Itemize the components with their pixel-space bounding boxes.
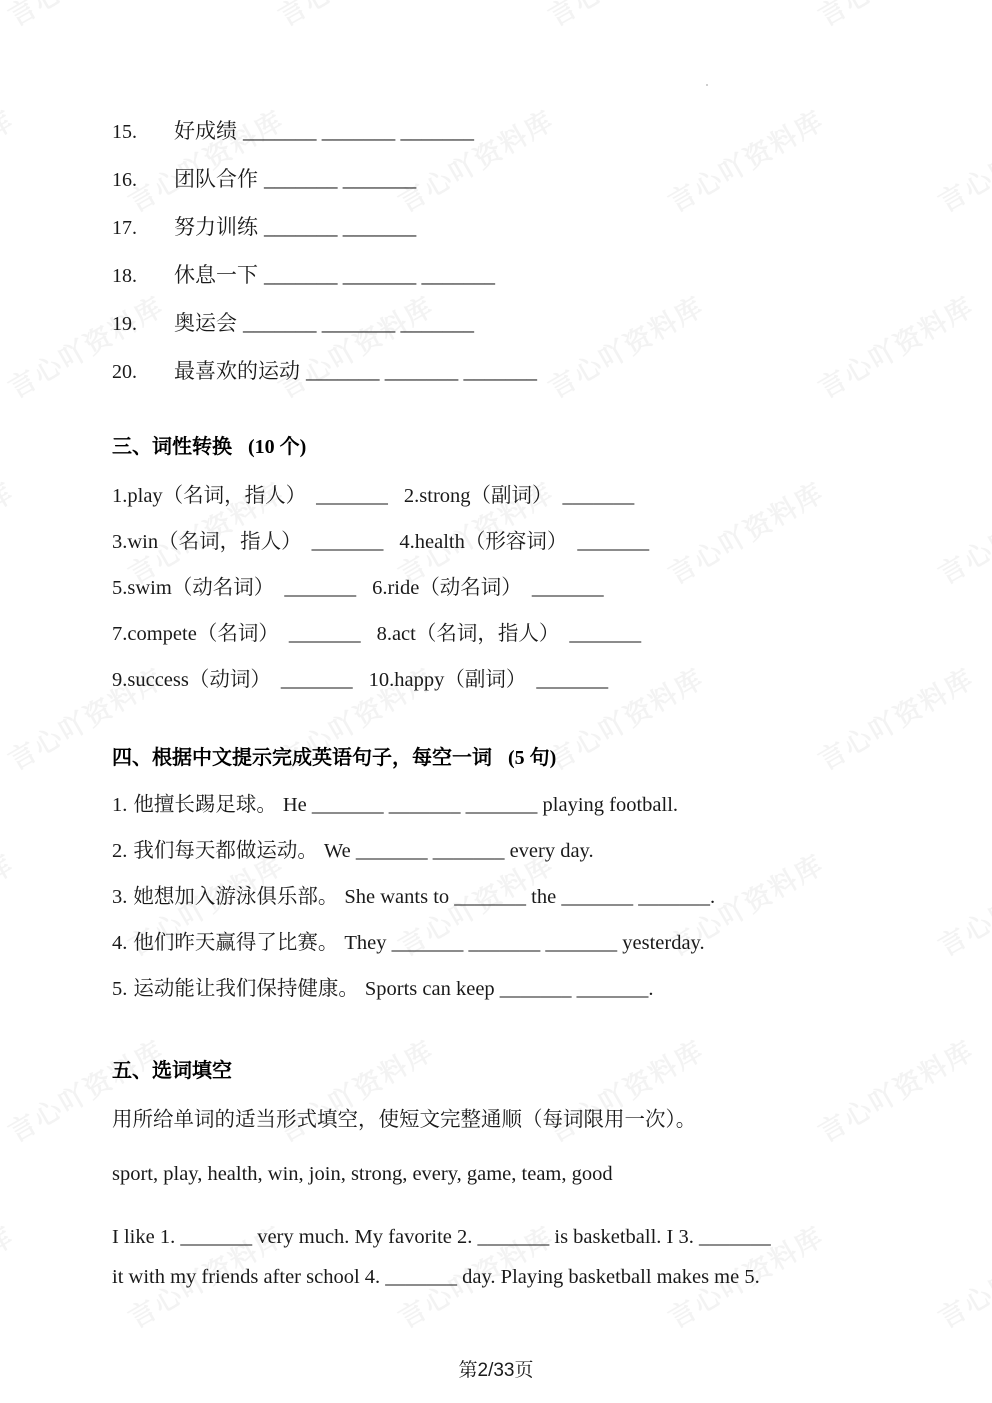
translation-sentence [112, 782, 902, 828]
conv-left-blank[interactable]: _______ [311, 531, 384, 553]
conv-left-number: 1. [112, 485, 128, 507]
cloze-passage-line-1: I like 1. _______ very much. My favorite 2. _______ is basketball. I 3. _______ [112, 1226, 771, 1248]
conv-right-word: happy [394, 669, 445, 691]
sentence-number: 5. [112, 978, 128, 1000]
word-conversion-rows [112, 473, 902, 703]
translation-sentence [112, 966, 902, 1012]
conv-right-word: health [414, 531, 465, 553]
cloze-passage-line-2: it with my friends after school 4. _______ day. Playing basketball makes me 5. [112, 1266, 760, 1288]
word-conversion-row [112, 519, 902, 565]
conv-left-word: play [127, 485, 163, 507]
sentence-number: 4. [112, 932, 128, 954]
conv-right-number: 10. [368, 669, 395, 691]
sentence-answer-blank[interactable]: _______ _______ [355, 840, 505, 862]
translation-sentence [112, 874, 902, 920]
word-conversion-row [112, 473, 902, 519]
conv-right-hint: （名词，指人） [415, 623, 560, 645]
conv-right-hint: （副词） [470, 485, 553, 507]
conv-left-blank[interactable]: _______ [284, 577, 357, 599]
conv-left-number: 5. [112, 577, 128, 599]
conv-right-hint: （动名词） [419, 577, 522, 599]
word-conversion-row [112, 565, 902, 611]
sentence-answer-blank[interactable]: _______ _______ _______ [311, 794, 538, 816]
sentence-english-before: She wants to [344, 886, 455, 908]
phrase-answer-blank[interactable]: _______ _______ _______ [243, 119, 474, 143]
conv-right-blank[interactable]: _______ [577, 531, 650, 553]
translation-sentence-rows [112, 782, 902, 1012]
section-three-heading [112, 430, 902, 459]
phrase-number: 15. [112, 121, 137, 143]
sentence-answer-blank[interactable]: _______ _______ [499, 978, 649, 1000]
cloze-passage [112, 1217, 902, 1297]
phrase-translation-item [112, 252, 902, 300]
section-four-heading [112, 741, 902, 770]
section-five-title: 五、选词填空 [112, 1060, 232, 1082]
conv-right-word: act [391, 623, 416, 645]
sentence-english-after: . [648, 978, 654, 1000]
phrase-translation-item [112, 156, 902, 204]
conv-left-word: swim [127, 577, 172, 599]
sentence-chinese: 她想加入游泳俱乐部。 [133, 886, 339, 908]
conv-left-blank[interactable]: _______ [280, 669, 353, 691]
conv-left-hint: （名词） [196, 623, 279, 645]
conv-left-hint: （动词） [188, 669, 271, 691]
phrase-answer-blank[interactable]: _______ _______ [264, 215, 417, 239]
phrase-translation-item [112, 300, 902, 348]
section-five-instruction: 用所给单词的适当形式填空，使短文完整通顺（每词限用一次）。 [112, 1109, 697, 1131]
sentence-number: 1. [112, 794, 128, 816]
conv-left-word: compete [127, 623, 197, 645]
translation-sentence [112, 920, 902, 966]
phrase-chinese: 团队合作 [174, 167, 258, 191]
section-four-count: (5 句) [508, 747, 557, 769]
conv-right-blank[interactable]: _______ [562, 485, 635, 507]
sentence-english-after: yesterday. [617, 932, 705, 954]
conv-left-blank[interactable]: _______ [288, 623, 361, 645]
conv-left-number: 3. [112, 531, 128, 553]
sentence-chinese: 他们昨天赢得了比赛。 [133, 932, 339, 954]
conv-right-number: 6. [372, 577, 388, 599]
word-conversion-row [112, 611, 902, 657]
phrase-answer-blank[interactable]: _______ _______ _______ [264, 263, 495, 287]
phrase-translation-item [112, 204, 902, 252]
sentence-english-before: He [282, 794, 312, 816]
phrase-translation-list [112, 108, 902, 396]
sentence-answer-blank[interactable]: _______ _______ _______ [391, 932, 618, 954]
sentence-english-before: They [344, 932, 392, 954]
conv-right-number: 2. [403, 485, 420, 507]
section-three-count: (10 个) [248, 436, 307, 458]
sentence-answer-blank[interactable]: _______ the _______ _______ [454, 886, 710, 908]
conv-left-hint: （名词，指人） [158, 531, 302, 553]
conv-left-blank[interactable]: _______ [316, 485, 388, 507]
phrase-chinese: 努力训练 [174, 215, 258, 239]
conv-right-number: 4. [399, 531, 415, 553]
conv-left-word: win [127, 531, 159, 553]
phrase-number: 18. [112, 265, 137, 287]
section-three-title: 三、词性转换 [112, 436, 232, 458]
conv-right-number: 8. [376, 623, 392, 645]
conv-right-word: strong [419, 485, 471, 507]
conv-right-hint: （副词） [444, 669, 527, 691]
conv-right-hint: （形容词） [464, 531, 568, 553]
page-content [112, 0, 902, 1297]
sentence-english-after: playing football. [537, 794, 679, 816]
page-footer: 第2/33页 [458, 1360, 534, 1381]
sentence-english-after: . [709, 886, 716, 908]
word-conversion-row [112, 657, 902, 703]
conv-right-blank[interactable]: _______ [569, 623, 642, 645]
sentence-chinese: 我们每天都做运动。 [133, 840, 318, 862]
word-bank: sport, play, health, win, join, strong, every, game, team, good [112, 1163, 613, 1185]
phrase-translation-item [112, 348, 902, 396]
sentence-english-before: Sports can keep [364, 978, 500, 1000]
phrase-translation-item [112, 108, 902, 156]
conv-left-number: 7. [112, 623, 128, 645]
conv-right-blank[interactable]: _______ [536, 669, 609, 691]
phrase-chinese: 好成绩 [174, 119, 237, 143]
sentence-number: 3. [112, 886, 128, 908]
sentence-chinese: 他擅长踢足球。 [133, 794, 277, 816]
phrase-number: 19. [112, 313, 137, 335]
phrase-number: 16. [112, 169, 137, 191]
conv-left-word: success [127, 669, 189, 691]
phrase-answer-blank[interactable]: _______ _______ _______ [243, 311, 474, 335]
sentence-english-before: We [323, 840, 356, 862]
phrase-number: 17. [112, 217, 137, 239]
section-five-heading [112, 1054, 902, 1083]
conv-right-blank[interactable]: _______ [531, 577, 604, 599]
phrase-chinese: 最喜欢的运动 [174, 359, 300, 383]
conv-left-number: 9. [112, 669, 128, 691]
translation-sentence [112, 828, 902, 874]
phrase-chinese: 休息一下 [174, 263, 258, 287]
sentence-chinese: 运动能让我们保持健康。 [133, 978, 359, 1000]
phrase-answer-blank[interactable]: _______ _______ _______ [306, 359, 537, 383]
sentence-english-after: every day. [504, 840, 594, 862]
sentence-number: 2. [112, 840, 128, 862]
section-four-title: 四、根据中文提示完成英语句子，每空一词 [112, 747, 492, 769]
conv-left-hint: （动名词） [171, 577, 275, 599]
phrase-answer-blank[interactable]: _______ _______ [264, 167, 417, 191]
phrase-number: 20. [112, 361, 137, 383]
conv-left-hint: （名词，指人） [162, 485, 307, 507]
conv-right-word: ride [387, 577, 420, 599]
phrase-chinese: 奥运会 [174, 311, 237, 335]
